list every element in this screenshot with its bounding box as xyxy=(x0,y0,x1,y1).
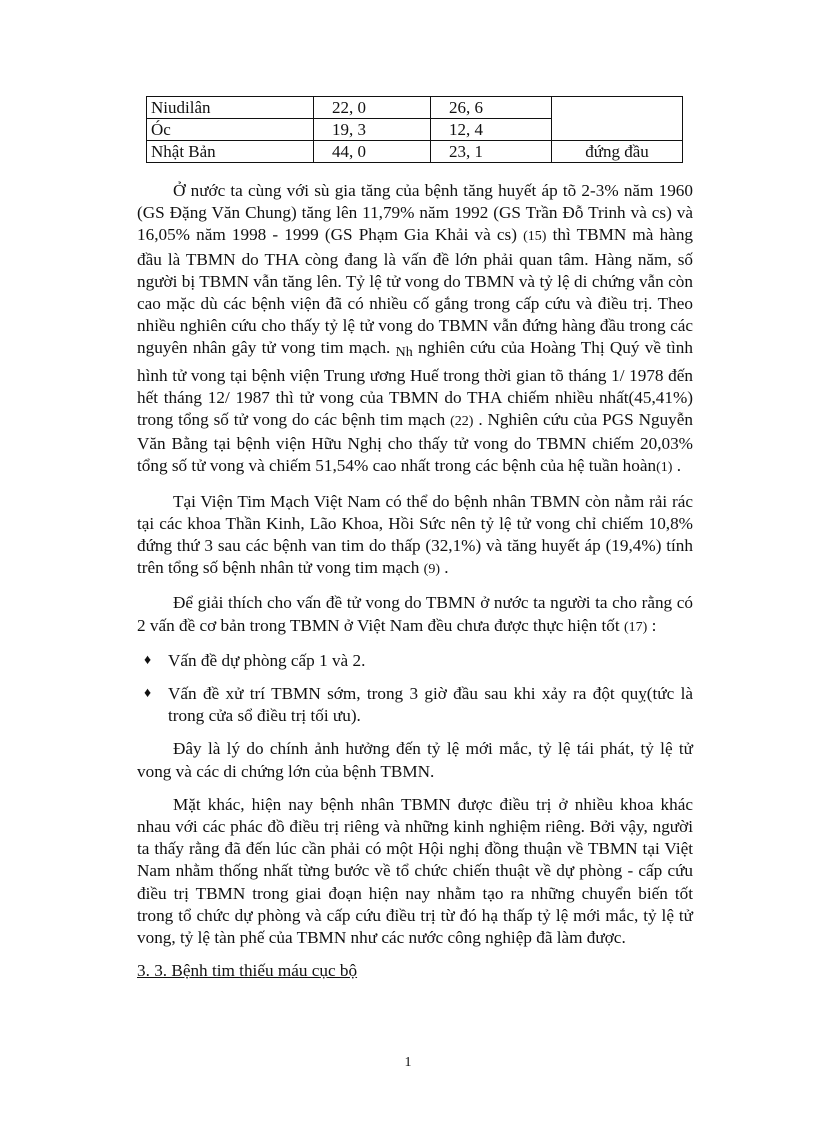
table-cell-note: đứng đầu xyxy=(552,141,683,163)
body-text xyxy=(137,180,693,994)
table-cell-value-2: 23, 1 xyxy=(431,141,552,163)
paragraph-consensus-conference: Mặt khác, hiện nay bệnh nhân TBMN được điều trị ở nhiều khoa khác nhau với các phác đồ điều trị riêng và những kinh nghiệm riêng. Bởi vậy, người ta thấy rằng đã đến lúc cần phải có một Hội nghị đồng thuận về TBMN tại Việt Nam nhằm thống nhất từng bước về tổ chức chiến thuật về dự phòng - cấp cứu điều trị TBMN trong giai đoạn hiện nay nhằm tạo ra những chuyển biến tốt trong tổ chức dự phòng và cấp cứu điều trị từ đó hạ thấp tỷ lệ mới mắc, tỷ lệ tử vong, tỷ lệ tàn phế của TBMN như các nước công nghiệp đã làm được. xyxy=(137,794,693,948)
table-cell-value-2: 26, 6 xyxy=(431,97,552,119)
table-cell-value-1: 19, 3 xyxy=(314,119,431,141)
table-cell-value-1: 44, 0 xyxy=(314,141,431,163)
table-cell-value-1: 22, 0 xyxy=(314,97,431,119)
statistics-table xyxy=(146,96,683,163)
reference-citation: (15) xyxy=(523,229,547,245)
reference-citation: (17) xyxy=(623,619,648,635)
paragraph-explanation: Để giải thích cho vấn đề tử vong do TBMN ở nước ta người ta cho rằng có 2 vấn đề cơ bản trong TBMN ở Việt Nam đều chưa được thực hiện tốt (17) : xyxy=(137,593,693,635)
paragraph-main-reason: Đây là lý do chính ảnh hưởng đến tỷ lệ mới mắc, tỷ lệ tái phát, tỷ lệ tử vong và các di chứng lớn của bệnh TBMN. xyxy=(137,739,693,781)
table-cell-country: Niudilân xyxy=(147,97,314,119)
table-cell-country: Nhật Bản xyxy=(147,141,314,163)
reference-citation: (1) xyxy=(656,460,673,476)
list-item: ♦ Vấn đề dự phòng cấp 1 và 2. xyxy=(137,650,693,672)
paragraph-stroke-mortality-trend: Ở nước ta cùng với sù gia tăng của bệnh tăng huyết áp tõ 2-3% năm 1960 (GS Đặng Văn Chung) tăng lên 11,79% năm 1992 (GS Trần Đỗ Trinh và cs) và 16,05% năm 1998 - 1999 (GS Phạm Gia Khải và cs) (15) thì TBMN mà hàng đầu là TBMN do THA còng đang là vấn đề lớn phải quan tâm. Hàng năm, số người bị TBMN vẫn tăng lên. Tỷ lệ tử vong do TBMN và tỷ lệ di chứng vẫn còn cao mặc dù các bệnh viện đã có nhiều cố gắng trong cấp cứu và điều trị. Theo nhiều nghiên cứu cho thấy tỷ lệ tử vong do TBMN vẫn đứng hàng đầu trong các nguyên nhân gây tử vong tim mạch. Nh nghiên cứu của Hoàng Thị Quý về tình hình tử vong tại bệnh viện Trung ương Huế trong thời gian tõ tháng 1/ 1978 đến hết tháng 12/ 1987 thì tử vong của TBMN do THA chiếm nhiều nhất(45,41%) trong tổng số tử vong do các bệnh tim mạch (22) . Nghiên cứu của PGS Nguyễn Văn Bằng tại bệnh viện Hữu Nghị cho thấy tử vong do TBMN chiếm 20,03% tổng số tử vong và chiếm 51,54% cao nhất trong các bệnh của hệ tuần hoàn(1) . xyxy=(137,181,694,476)
diamond-bullet-icon: ♦ xyxy=(144,686,152,702)
table-cell-value-2: 12, 4 xyxy=(431,119,552,141)
list-item: ♦ Vấn đề xử trí TBMN sớm, trong 3 giờ đầu sau khi xảy ra đột quỵ(tức là trong cửa sổ điều trị tối ưu). xyxy=(144,684,693,726)
table-cell-country: Óc xyxy=(147,119,314,141)
table-cell-note xyxy=(552,97,683,141)
page-number: 1 xyxy=(404,1055,412,1070)
table-row xyxy=(147,141,683,163)
bullet-list xyxy=(137,650,693,728)
diamond-bullet-icon: ♦ xyxy=(144,652,152,668)
paragraph-vietnam-heart-institute: Tại Viện Tim Mạch Việt Nam có thể do bệnh nhân TBMN còn nằm rải rác tại các khoa Thần Kinh, Lão Khoa, Hồi Sức nên tỷ lệ tử vong chỉ chiếm 10,8% đứng thứ 3 sau các bệnh van tim do thấp (32,1%) và tăng huyết áp (19,4%) tính trên tổng số bệnh nhân tử vong tim mạch (9) . xyxy=(137,491,693,578)
reference-citation: (22) xyxy=(450,414,474,430)
table-row xyxy=(147,97,683,119)
reference-citation: (9) xyxy=(423,562,440,578)
section-heading: 3. 3. Bệnh tim thiếu máu cục bộ xyxy=(137,961,358,981)
